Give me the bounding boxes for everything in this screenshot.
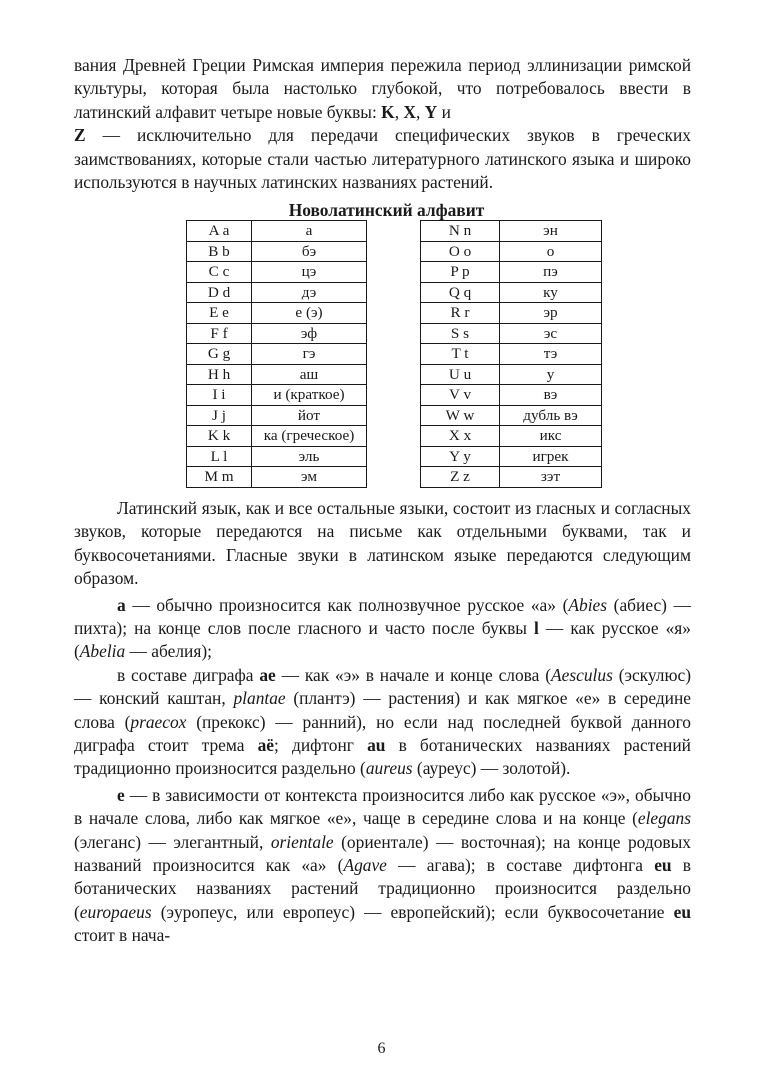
text: (элеганс) — элегантный, — [74, 831, 271, 852]
name-cell: дубль вэ — [500, 405, 602, 426]
term-eu-2: eu — [673, 901, 691, 922]
paragraph-digraph-ae — [74, 664, 691, 781]
paragraph-vowels-intro: Латинский язык, как и все остальные языки, состоит из гласных и согласных звуков, которые передаются на письме как отдельными буквами, так и буквосочетаниями. Гласные звуки в латинском языке передаются следующим образом. — [74, 497, 691, 589]
name-cell: а — [252, 221, 367, 242]
text: (абиес) — пихта); на конце слов после гласного и часто после буквы — [74, 594, 692, 638]
letter-cell: Y y — [421, 446, 500, 467]
text: стоит в нача- — [74, 925, 171, 946]
table-row — [187, 385, 602, 406]
term-au: au — [367, 735, 386, 755]
term-abies: Abies — [568, 594, 608, 615]
name-cell: и (краткое) — [252, 385, 367, 406]
letter-cell: W w — [421, 405, 500, 426]
letter-cell: O o — [421, 241, 500, 262]
intro-sep-1: , — [394, 101, 404, 122]
name-cell: о — [500, 241, 602, 262]
letter-cell: S s — [421, 323, 500, 344]
name-cell: эн — [500, 221, 602, 242]
gap-cell — [367, 323, 421, 344]
name-cell: аш — [252, 364, 367, 385]
name-cell: эль — [252, 446, 367, 467]
text: — в зависимости от контекста произносится либо как русское «э», обычно в начале слова, либо как мягкое «е», чаще в середине слова и на конце ( — [74, 784, 691, 829]
name-cell: у — [500, 364, 602, 385]
letter-cell: J j — [187, 405, 252, 426]
name-cell: пэ — [500, 262, 602, 283]
letter-y: Y — [424, 101, 438, 122]
term-europaeus: europaeus — [79, 901, 152, 922]
term-elegans: elegans — [637, 808, 691, 829]
table-row — [187, 467, 602, 488]
paragraph-letter-e — [74, 784, 691, 948]
gap-cell — [367, 262, 421, 283]
table-row — [187, 344, 602, 365]
letter-cell: U u — [421, 364, 500, 385]
text: (эскулюс) — конский каштан, — [74, 664, 691, 709]
gap-cell — [367, 364, 421, 385]
letter-k: K — [381, 101, 395, 122]
name-cell: икс — [500, 426, 602, 447]
name-cell: зэт — [500, 467, 602, 488]
letter-cell: H h — [187, 364, 252, 385]
term-abelia: Abelia — [79, 641, 126, 662]
table-row — [187, 282, 602, 303]
letter-cell: Z z — [421, 467, 500, 488]
letter-z: Z — [74, 125, 86, 146]
text: — агава); в составе дифтонга — [386, 855, 655, 876]
letter-cell: I i — [187, 385, 252, 406]
intro-sep-2: , — [415, 101, 425, 122]
name-cell: вэ — [500, 385, 602, 406]
text: ; дифтонг — [274, 735, 368, 755]
gap-cell — [367, 467, 421, 488]
name-cell: игрек — [500, 446, 602, 467]
text: — абелия); — [125, 641, 212, 662]
text: в ботанических названиях растений традиционно произносится раздельно ( — [74, 735, 691, 779]
letter-cell: L l — [187, 446, 252, 467]
letter-cell: F f — [187, 323, 252, 344]
letter-cell: V v — [421, 385, 500, 406]
table-row — [187, 426, 602, 447]
letter-cell: K k — [187, 426, 252, 447]
name-cell: гэ — [252, 344, 367, 365]
gap-cell — [367, 303, 421, 324]
text: (ориентале) — восточная); на конце родовых названий произносится как «а» ( — [74, 831, 691, 876]
letter-cell: P p — [421, 262, 500, 283]
name-cell: дэ — [252, 282, 367, 303]
table-row — [187, 405, 602, 426]
text: (эуропеус, или европеус) — европейский); если буквосочетание — [151, 901, 674, 922]
table-row — [187, 303, 602, 324]
page-number: 6 — [377, 1040, 386, 1057]
gap-cell — [367, 344, 421, 365]
table-row — [187, 241, 602, 262]
letter-x: X — [403, 101, 416, 122]
letter-cell: Q q — [421, 282, 500, 303]
name-cell: цэ — [252, 262, 367, 283]
term-eu: eu — [654, 855, 672, 876]
name-cell: бэ — [252, 241, 367, 262]
gap-cell — [367, 426, 421, 447]
name-cell: ка (греческое) — [252, 426, 367, 447]
letter-cell: N n — [421, 221, 500, 242]
letter-cell: C c — [187, 262, 252, 283]
name-cell: эф — [252, 323, 367, 344]
term-e: e — [117, 784, 125, 805]
term-praecox: praecox — [130, 711, 187, 732]
text: — как русское «я» ( — [74, 617, 691, 662]
gap-cell — [367, 282, 421, 303]
name-cell: эм — [252, 467, 367, 488]
letter-cell: T t — [421, 344, 500, 365]
page-body — [74, 54, 691, 948]
letter-cell: D d — [187, 282, 252, 303]
gap-cell — [367, 221, 421, 242]
alphabet-table — [186, 220, 602, 488]
term-a: a — [117, 594, 126, 615]
text: (прекокс) — ранний), но если над последней буквой данного диграфа стоит трема — [74, 711, 691, 755]
text: в составе диграфа — [117, 664, 260, 685]
name-cell: ку — [500, 282, 602, 303]
term-l: l — [534, 617, 539, 638]
table-title: Новолатинский алфавит — [288, 200, 485, 221]
gap-cell — [367, 405, 421, 426]
letter-cell: M m — [187, 467, 252, 488]
term-aureus: aureus — [365, 758, 413, 779]
term-plantae: plantae — [233, 688, 286, 709]
term-orientale: orientale — [270, 831, 334, 852]
table-row — [187, 446, 602, 467]
table-row — [187, 364, 602, 385]
text: в ботанических названиях растений традиционно произносится раздельно ( — [74, 855, 692, 922]
table-row — [187, 323, 602, 344]
table-row — [187, 262, 602, 283]
gap-cell — [367, 446, 421, 467]
letter-cell: A a — [187, 221, 252, 242]
letter-cell: X x — [421, 426, 500, 447]
table-row — [187, 221, 602, 242]
intro-sep-3: и — [437, 101, 451, 122]
letter-cell: E e — [187, 303, 252, 324]
letter-cell: R r — [421, 303, 500, 324]
name-cell: эр — [500, 303, 602, 324]
paragraph-letter-a — [74, 594, 691, 664]
intro-paragraph — [74, 54, 691, 194]
term-ae: ae — [259, 664, 276, 685]
intro-text-1: вания Древней Греции Римская империя пережила период эллинизации римской культуры, которая была настолько глубокой, что потребовалось ввести в латинский алфавит четыре новые буквы: — [74, 55, 691, 122]
name-cell: тэ — [500, 344, 602, 365]
term-agave: Agave — [343, 855, 387, 876]
gap-cell — [367, 241, 421, 262]
name-cell: е (э) — [252, 303, 367, 324]
gap-cell — [367, 385, 421, 406]
text: (ауреус) — золотой). — [412, 758, 571, 779]
intro-text-2: — исключительно для передачи специфических звуков в греческих заимствованиях, которые стали частью литературного латинского языка и широко используются в научных латинских названиях растений. — [74, 125, 691, 193]
name-cell: йот — [252, 405, 367, 426]
term-aesculus: Aesculus — [551, 664, 613, 685]
text: — как «э» в начале и конце слова ( — [275, 664, 552, 685]
text: (плантэ) — растения) и как мягкое «е» в середине слова ( — [74, 688, 692, 732]
text: — обычно произносится как полнозвучное русское «а» ( — [125, 594, 569, 615]
letter-cell: G g — [187, 344, 252, 365]
term-ae-trema: aë — [257, 735, 275, 755]
name-cell: эс — [500, 323, 602, 344]
letter-cell: B b — [187, 241, 252, 262]
